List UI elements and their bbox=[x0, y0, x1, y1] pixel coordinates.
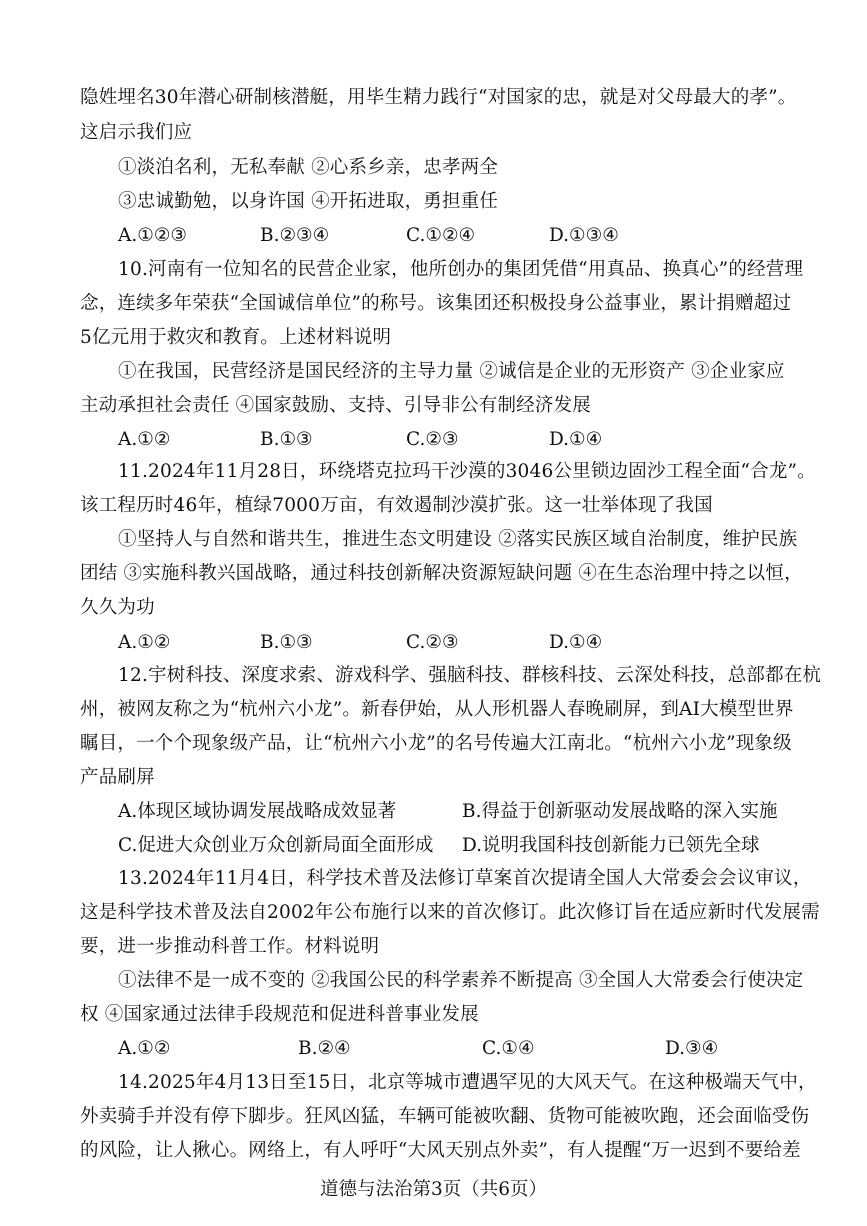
q12-text-line-4: 产品刷屏 bbox=[80, 767, 155, 788]
q13-text-line-3: 要，进一步推动科普工作。材料说明 bbox=[80, 936, 380, 957]
q9-option-d[interactable]: D.①③④ bbox=[549, 225, 619, 246]
q13-option-d[interactable]: D.③④ bbox=[665, 1038, 719, 1059]
q10-statements-1: ①在我国，民营经济是国民经济的主导力量 ②诚信是企业的无形资产 ③企业家应 bbox=[118, 361, 785, 382]
q10-text-line-1: 10.河南有一位知名的民营企业家，他所创办的集团凭借“用真品、换真心”的经营理 bbox=[118, 259, 804, 280]
q11-option-c[interactable]: C.②③ bbox=[406, 632, 459, 653]
q14-text-line-1: 14.2025年4月13日至15日，北京等城市遭遇罕见的大风天气。在这种极端天气中， bbox=[118, 1072, 817, 1093]
q9-text-line-2: 这启示我们应 bbox=[80, 122, 193, 143]
q9-statements-1: ①淡泊名利，无私奉献 ②心系乡亲，忠孝两全 bbox=[118, 157, 499, 178]
q11-option-d[interactable]: D.①④ bbox=[549, 632, 603, 653]
q11-option-a[interactable]: A.①② bbox=[118, 632, 171, 653]
page-footer: 道德与法治第3页（共6页） bbox=[319, 1179, 548, 1200]
q11-statements-1: ①坚持人与自然和谐共生，推进生态文明建设 ②落实民族区域自治制度，维护民族 bbox=[118, 529, 798, 550]
q9-option-c[interactable]: C.①②④ bbox=[406, 225, 476, 246]
q12-text-line-3: 瞩目，一个个现象级产品，让“杭州六小龙”的名号传遍大江南北。“杭州六小龙”现象级 bbox=[80, 733, 792, 754]
q14-text-line-2: 外卖骑手并没有停下脚步。狂风凶猛，车辆可能被吹翻、货物可能被吹跑，还会面临受伤 bbox=[80, 1106, 810, 1127]
q13-statements-2: 权 ④国家通过法律手段规范和促进科普事业发展 bbox=[80, 1004, 479, 1025]
q14-text-line-3: 的风险，让人揪心。网络上，有人呼吁“大风天别点外卖”，有人提醒“万一迟到不要给差 bbox=[80, 1140, 801, 1161]
q11-text-line-1: 11.2024年11月28日，环绕塔克拉玛干沙漠的3046公里锁边固沙工程全面“合龙”。 bbox=[118, 461, 816, 482]
q13-option-c[interactable]: C.①④ bbox=[482, 1038, 535, 1059]
q10-option-b[interactable]: B.①③ bbox=[260, 429, 313, 450]
q10-option-d[interactable]: D.①④ bbox=[549, 429, 603, 450]
q12-text-line-2: 州，被网友称之为“杭州六小龙”。新春伊始，从人形机器人春晚刷屏，到AI大模型世界 bbox=[80, 699, 794, 720]
q12-option-d[interactable]: D.说明我国科技创新能力已领先全球 bbox=[462, 835, 760, 856]
q10-statements-2: 主动承担社会责任 ④国家鼓励、支持、引导非公有制经济发展 bbox=[80, 395, 591, 416]
q13-option-a[interactable]: A.①② bbox=[118, 1038, 171, 1059]
q9-option-b[interactable]: B.②③④ bbox=[260, 225, 330, 246]
q10-option-a[interactable]: A.①② bbox=[118, 429, 171, 450]
q13-text-line-1: 13.2024年11月4日，科学技术普及法修订草案首次提请全国人大常委会会议审议， bbox=[118, 868, 812, 889]
q12-option-a[interactable]: A.体现区域协调发展战略成效显著 bbox=[118, 801, 397, 822]
q13-option-b[interactable]: B.②④ bbox=[298, 1038, 351, 1059]
q12-text-line-1: 12.宇树科技、深度求索、游戏科学、强脑科技、群核科技、云深处科技，总部都在杭 bbox=[118, 665, 822, 686]
q11-text-line-2: 该工程历时46年，植绿7000万亩，有效遏制沙漠扩张。这一壮举体现了我国 bbox=[80, 495, 713, 516]
q12-option-b[interactable]: B.得益于创新驱动发展战略的深入实施 bbox=[462, 801, 778, 822]
q12-option-c[interactable]: C.促进大众创业万众创新局面全面形成 bbox=[118, 835, 434, 856]
q11-statements-2: 团结 ③实施科教兴国战略，通过科技创新解决资源短缺问题 ④在生态治理中持之以恒， bbox=[80, 563, 803, 584]
q10-option-c[interactable]: C.②③ bbox=[406, 429, 459, 450]
q9-statements-2: ③忠诚勤勉，以身许国 ④开拓进取，勇担重任 bbox=[118, 191, 499, 212]
q11-statements-3: 久久为功 bbox=[80, 597, 155, 618]
q13-statements-1: ①法律不是一成不变的 ②我国公民的科学素养不断提高 ③全国人大常委会行使决定 bbox=[118, 970, 804, 991]
q9-text-line-1: 隐姓埋名30年潜心研制核潜艇，用毕生精力践行“对国家的忠，就是对父母最大的孝”。 bbox=[80, 87, 797, 108]
q11-option-b[interactable]: B.①③ bbox=[260, 632, 313, 653]
q13-text-line-2: 这是科学技术普及法自2002年公布施行以来的首次修订。此次修订旨在适应新时代发展需 bbox=[80, 902, 820, 923]
q10-text-line-2: 念，连续多年荣获“全国诚信单位”的称号。该集团还积极投身公益事业，累计捐赠超过 bbox=[80, 293, 792, 314]
q9-option-a[interactable]: A.①②③ bbox=[118, 225, 187, 246]
q10-text-line-3: 5亿元用于救灾和教育。上述材料说明 bbox=[80, 327, 392, 348]
